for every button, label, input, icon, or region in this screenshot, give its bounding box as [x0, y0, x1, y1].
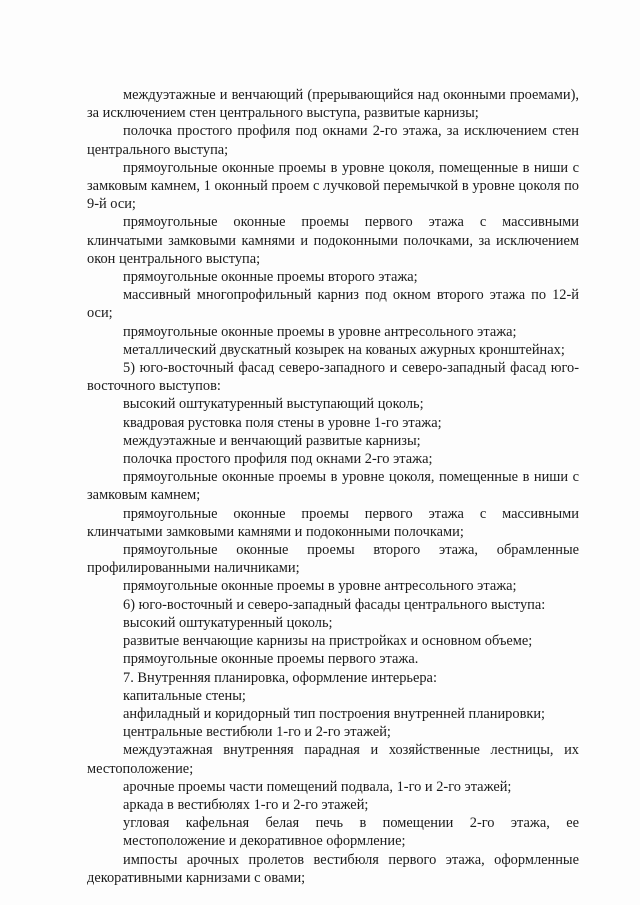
paragraph: прямоугольные оконные проемы в уровне антресольного этажа; [123, 578, 517, 595]
document-text [87, 86, 579, 887]
paragraph: квадровая рустовка поля стены в уровне 1-го этажа; [123, 414, 442, 431]
paragraph: прямоугольные оконные проемы второго этажа; [123, 269, 418, 286]
paragraph: междуэтажная внутренняя парадная и хозяйственные лестницы, их местоположение; [87, 742, 579, 777]
paragraph: полочка простого профиля под окнами 2-го этажа, за исключением стен центрального выступа; [87, 123, 579, 158]
paragraph: 5) юго-восточный фасад северо-западного и северо-западный фасад юго-восточного выступов: [87, 360, 579, 395]
paragraph: прямоугольные оконные проемы в уровне цоколя, помещенные в ниши с замковым камнем; [87, 469, 579, 504]
paragraph: массивный многопрофильный карниз под окном второго этажа по 12-й оси; [87, 287, 579, 322]
paragraph: полочка простого профиля под окнами 2-го этажа; [123, 451, 433, 468]
paragraph: прямоугольные оконные проемы первого этажа с массивными клинчатыми замковыми камнями и подоконными полочками, за исключением окон центрального выступа; [87, 214, 579, 267]
paragraph: импосты арочных пролетов вестибюля первого этажа, оформленные декоративными карнизами с овами; [87, 851, 579, 886]
paragraph: высокий оштукатуренный выступающий цоколь; [123, 396, 424, 413]
paragraph: прямоугольные оконные проемы в уровне антресольного этажа; [123, 323, 517, 340]
paragraph: прямоугольные оконные проемы в уровне цоколя, помещенные в ниши с замковым камнем, 1 оконный проем с лучковой перемычкой в уровне цоколя по 9-й оси; [87, 159, 579, 213]
paragraph: анфиладный и коридорный тип построения внутренней планировки; [123, 705, 546, 722]
section-heading: 7. Внутренняя планировка, оформление интерьера: [123, 669, 437, 686]
paragraph: прямоугольные оконные проемы первого этажа с массивными клинчатыми замковыми камнями и подоконными полочками; [87, 505, 579, 540]
paragraph: междуэтажные и венчающий развитые карнизы; [123, 432, 421, 449]
paragraph: высокий оштукатуренный цоколь; [123, 614, 333, 631]
paragraph: прямоугольные оконные проемы первого этажа. [123, 651, 419, 668]
paragraph: арочные проемы части помещений подвала, 1-го и 2-го этажей; [123, 778, 512, 795]
paragraph: развитые венчающие карнизы на пристройках и основном объеме; [123, 633, 533, 650]
paragraph: аркада в вестибюлях 1-го и 2-го этажей; [123, 796, 369, 813]
paragraph: угловая кафельная белая печь в помещении 2-го этажа, ее местоположение и декоративное оформление; [123, 815, 579, 850]
paragraph: металлический двускатный козырек на кованых ажурных кронштейнах; [123, 341, 565, 358]
paragraph: центральные вестибюли 1-го и 2-го этажей; [123, 724, 391, 741]
paragraph: междуэтажные и венчающий (прерывающийся над оконными проемами), за исключением стен центрального выступа, развитые карнизы; [87, 87, 579, 122]
paragraph: прямоугольные оконные проемы второго этажа, обрамленные профилированными наличниками; [87, 542, 579, 577]
paragraph: капитальные стены; [123, 687, 246, 704]
paragraph: 6) юго-восточный и северо-западный фасады центрального выступа: [123, 596, 546, 613]
